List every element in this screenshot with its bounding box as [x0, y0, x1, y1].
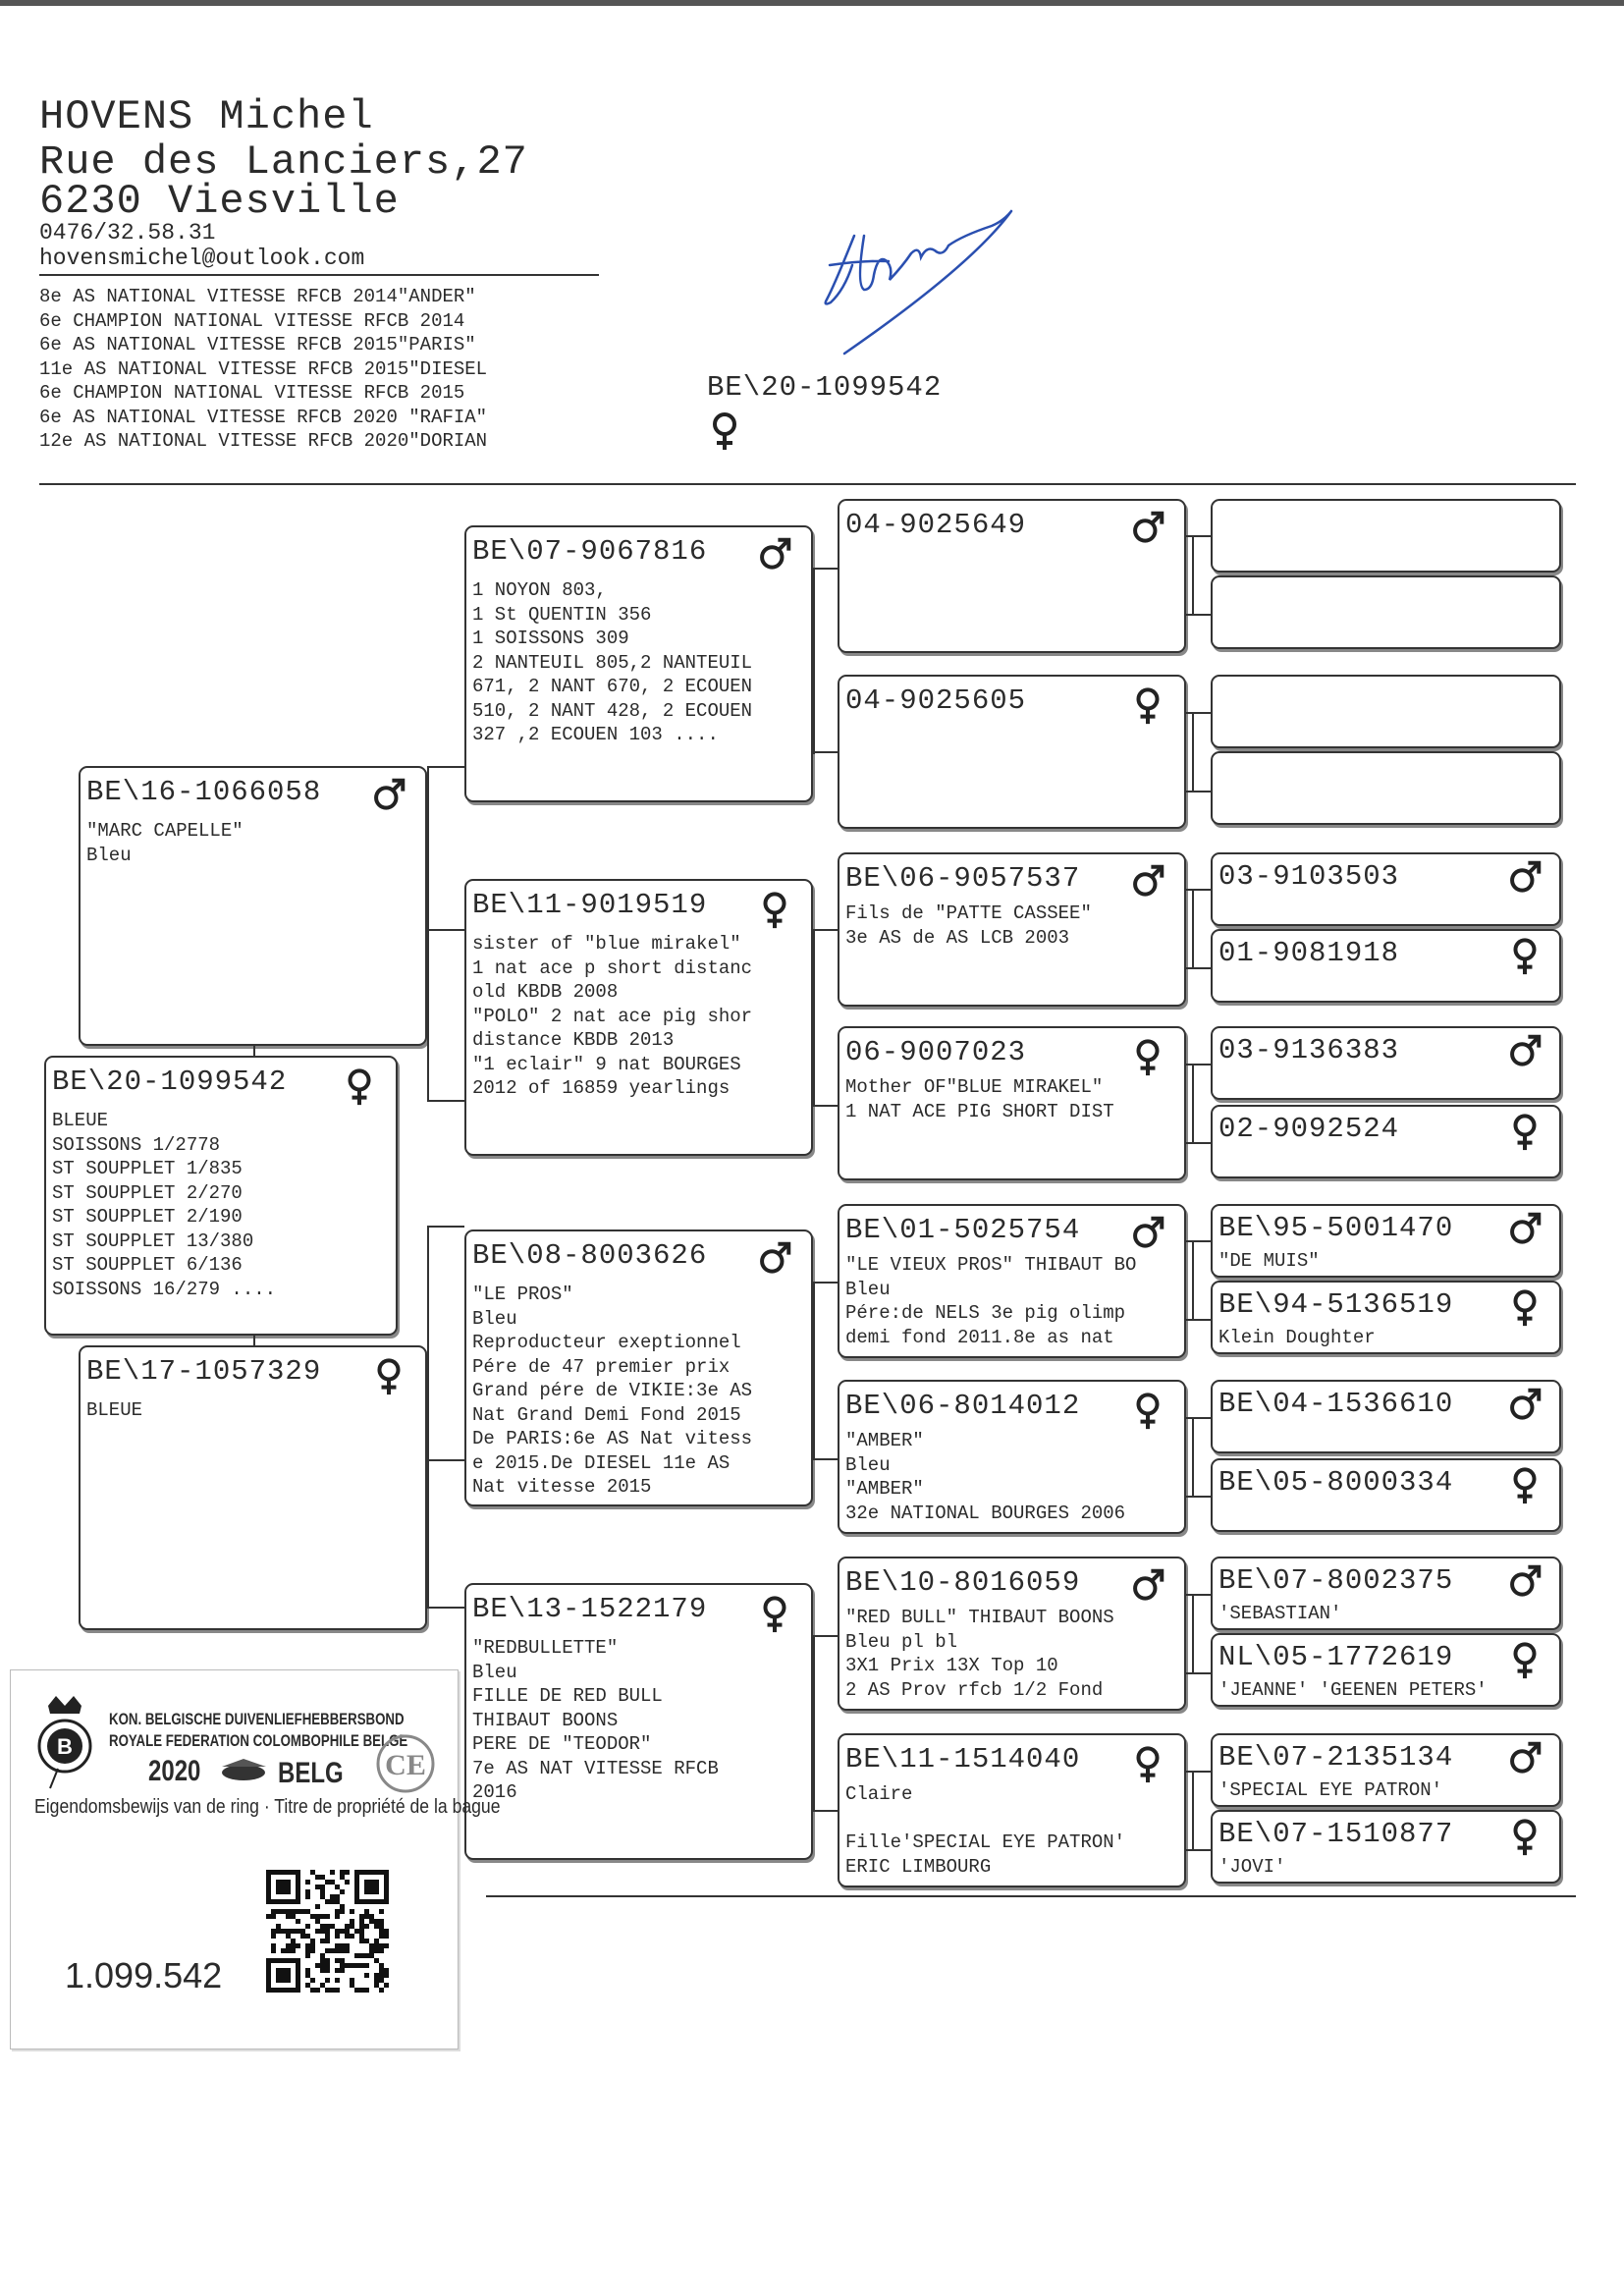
pedigree-g4-1 — [838, 499, 1186, 653]
ring-number: NL\05-1772619 — [1218, 1641, 1454, 1673]
achievement-line: 11e AS NATIONAL VITESSE RFCB 2015"DIESEL — [39, 357, 488, 380]
crown-icon — [48, 1696, 81, 1714]
ring-number: BE\07-8002375 — [1218, 1564, 1454, 1597]
male-symbol-icon — [1508, 860, 1542, 900]
svg-text:B: B — [57, 1734, 73, 1759]
achievement-line: 6e AS NATIONAL VITESSE RFCB 2020 "RAFIA" — [39, 406, 488, 428]
female-symbol-icon — [709, 410, 740, 452]
pedigree-g5-9 — [1211, 1204, 1561, 1278]
female-symbol-icon — [1508, 1466, 1542, 1505]
male-symbol-icon — [1508, 1564, 1542, 1604]
pedigree-g4-5 — [838, 1204, 1186, 1358]
org-name-fr: ROYALE FEDERATION COLOMBOPHILE BELGE — [109, 1731, 408, 1750]
header-divider — [39, 483, 1576, 485]
ring-number: BE\95-5001470 — [1218, 1212, 1454, 1244]
ring-year: 2020 — [148, 1755, 201, 1787]
ring-number: BE\10-8016059 — [845, 1566, 1081, 1599]
female-symbol-icon — [1131, 1392, 1164, 1431]
male-symbol-icon — [1508, 1212, 1542, 1251]
pigeon-info: 'JOVI' — [1218, 1856, 1286, 1878]
ring-number: BE\17-1057329 — [86, 1355, 322, 1388]
signature — [795, 196, 1021, 363]
owner-divider — [39, 274, 599, 276]
female-symbol-icon — [1508, 1288, 1542, 1328]
male-symbol-icon — [1508, 1741, 1542, 1780]
pedigree-g5-14 — [1211, 1633, 1561, 1707]
ring-number: 03-9103503 — [1218, 860, 1400, 893]
owner-email: hovensmichel@outlook.com — [39, 246, 365, 271]
pedigree-dam-sire — [464, 1229, 813, 1506]
pigeon-info: Claire Fille'SPECIAL EYE PATRON' ERIC LIMBOURG — [845, 1783, 1126, 1878]
male-symbol-icon — [758, 1241, 791, 1281]
org-name-nl: KON. BELGISCHE DUIVENLIEFHEBBERSBOND — [109, 1710, 405, 1728]
pigeon-info: "REDBULLETTE" Bleu FILLE DE RED BULL THIBAUT BOONS PERE DE "TEODOR" 7e AS NAT VITESSE RFCB 2016 — [472, 1637, 719, 1803]
pedigree-g4-2 — [838, 675, 1186, 829]
ring-number: 06-9007023 — [845, 1036, 1027, 1068]
pigeon-info: sister of "blue mirakel" 1 nat ace p short distanc old KBDB 2008 "POLO" 2 nat ace pig shor distance KBDB 2013 "1 eclair" 9 nat BOURGES 2012 of 16859 yearlings — [472, 933, 753, 1099]
pedigree-g5-15 — [1211, 1733, 1561, 1807]
ring-number: BE\07-2135134 — [1218, 1741, 1454, 1774]
pigeon-info: "AMBER" Bleu "AMBER" 32e NATIONAL BOURGES 2006 — [845, 1430, 1126, 1524]
pigeon-info: Klein Doughter — [1218, 1327, 1376, 1348]
ring-number: BE\07-9067816 — [472, 535, 708, 568]
ring-number: BE\06-9057537 — [845, 862, 1081, 895]
pedigree-g5-8 — [1211, 1105, 1561, 1178]
pedigree-g4-6 — [838, 1380, 1186, 1534]
footer-divider — [486, 1895, 1576, 1897]
pedigree-dam — [79, 1345, 427, 1630]
owner-name: HOVENS Michel — [39, 93, 374, 140]
ring-number: 03-9136383 — [1218, 1034, 1400, 1066]
fci-logo-icon — [369, 1729, 443, 1798]
male-symbol-icon — [758, 537, 791, 576]
female-symbol-icon — [1508, 1113, 1542, 1152]
ring-ownership-card — [10, 1669, 501, 2049]
ring-number: BE\04-1536610 — [1218, 1388, 1454, 1420]
pedigree-sire — [79, 766, 427, 1046]
female-symbol-icon — [1508, 937, 1542, 976]
owner-city: 6230 Viesville — [39, 178, 400, 225]
ring-number: BE\13-1522179 — [472, 1593, 708, 1625]
scan-edge — [0, 0, 1624, 6]
pedigree-g5-4 — [1211, 751, 1561, 825]
ring-number: BE\11-1514040 — [845, 1743, 1081, 1776]
female-symbol-icon — [758, 891, 791, 930]
pigeon-info: 'JEANNE' 'GEENEN PETERS' — [1218, 1679, 1488, 1701]
male-symbol-icon — [1131, 1216, 1164, 1255]
ring-number: 1.099.542 — [65, 1955, 223, 1995]
pedigree-subject — [44, 1056, 398, 1336]
ring-number: 04-9025649 — [845, 509, 1027, 541]
pedigree-sire-sire — [464, 525, 813, 802]
pedigree-g5-10 — [1211, 1281, 1561, 1354]
male-symbol-icon — [1508, 1388, 1542, 1427]
ring-number: 02-9092524 — [1218, 1113, 1400, 1145]
male-symbol-icon — [1508, 1034, 1542, 1073]
pedigree-g4-4 — [838, 1026, 1186, 1180]
pedigree-g5-11 — [1211, 1380, 1561, 1453]
achievement-line: 6e CHAMPION NATIONAL VITESSE RFCB 2014 — [39, 309, 465, 332]
pedigree-g5-7 — [1211, 1026, 1561, 1100]
ring-number: BE\07-1510877 — [1218, 1818, 1454, 1850]
pigeon-info: "LE PROS" Bleu Reproducteur exeptionnel Pére de 47 premier prix Grand pére de VIKIE:3e AS Nat Grand Demi Fond 2015 De PARIS:6e AS Nat vitess e 2015.De DIESEL 11e AS Nat vitesse 2015 — [472, 1284, 753, 1498]
ring-number: 04-9025605 — [845, 684, 1027, 717]
female-symbol-icon — [1508, 1818, 1542, 1857]
pigeon-info: BLEUE — [86, 1399, 143, 1421]
female-symbol-icon — [372, 1357, 406, 1396]
country-code: BELG — [278, 1757, 344, 1789]
pedigree-sire-dam — [464, 879, 813, 1156]
male-symbol-icon — [1131, 1568, 1164, 1608]
qr-code-icon — [266, 1870, 399, 1993]
female-symbol-icon — [758, 1595, 791, 1634]
female-symbol-icon — [343, 1067, 376, 1107]
ring-number: BE\05-8000334 — [1218, 1466, 1454, 1499]
ring-number: 01-9081918 — [1218, 937, 1400, 969]
owner-phone: 0476/32.58.31 — [39, 220, 216, 246]
pedigree-g5-5 — [1211, 852, 1561, 926]
achievement-line: 6e CHAMPION NATIONAL VITESSE RFCB 2015 — [39, 382, 465, 404]
ring-number: BE\16-1066058 — [86, 776, 322, 808]
svg-text:CE: CE — [385, 1749, 426, 1781]
pigeon-info: "MARC CAPELLE" Bleu — [86, 820, 244, 866]
pedigree-g5-12 — [1211, 1458, 1561, 1532]
pigeon-info: 'SPECIAL EYE PATRON' — [1218, 1779, 1443, 1801]
pedigree-g5-13 — [1211, 1557, 1561, 1630]
pigeon-info: "LE VIEUX PROS" THIBAUT BO Bleu Pére:de NELS 3e pig olimp demi fond 2011.8e as nat — [845, 1254, 1137, 1348]
ring-number: BE\06-8014012 — [845, 1390, 1081, 1422]
female-symbol-icon — [1131, 1038, 1164, 1077]
female-symbol-icon — [1131, 1745, 1164, 1784]
pedigree-g5-3 — [1211, 675, 1561, 748]
pedigree-g5-16 — [1211, 1810, 1561, 1884]
achievements-list — [39, 285, 487, 454]
pedigree-g5-6 — [1211, 929, 1561, 1003]
pigeon-info: Mother OF"BLUE MIRAKEL" 1 NAT ACE PIG SHORT DIST — [845, 1076, 1114, 1122]
header-ring: BE\20-1099542 — [707, 371, 943, 404]
pedigree-g4-7 — [838, 1557, 1186, 1711]
ring-number: BE\20-1099542 — [52, 1066, 288, 1098]
ring-number: BE\08-8003626 — [472, 1239, 708, 1272]
pedigree-g4-3 — [838, 852, 1186, 1007]
pigeon-info: 'SEBASTIAN' — [1218, 1603, 1342, 1624]
owner-street: Rue des Lanciers,27 — [39, 138, 528, 186]
female-symbol-icon — [1508, 1641, 1542, 1680]
female-symbol-icon — [1131, 686, 1164, 726]
ring-card-title: Eigendomsbewijs van de ring · Titre de propriété de la bague — [34, 1796, 501, 1818]
pigeon-info: "DE MUIS" — [1218, 1250, 1320, 1272]
male-symbol-icon — [1131, 511, 1164, 550]
pigeon-icon — [217, 1757, 271, 1786]
pigeon-info: BLEUE SOISSONS 1/2778 ST SOUPPLET 1/835 ST SOUPPLET 2/270 ST SOUPPLET 2/190 ST SOUPPLET 13/380 ST SOUPPLET 6/136 SOISSONS 16/279 .... — [52, 1110, 277, 1300]
male-symbol-icon — [1131, 864, 1164, 903]
achievement-line: 8e AS NATIONAL VITESSE RFCB 2014"ANDER" — [39, 286, 476, 307]
pigeon-info: Fils de "PATTE CASSEE" 3e AS de AS LCB 2003 — [845, 902, 1092, 949]
ring-number: BE\11-9019519 — [472, 889, 708, 921]
achievement-line: 6e AS NATIONAL VITESSE RFCB 2015"PARIS" — [39, 334, 476, 355]
ring-number: BE\94-5136519 — [1218, 1288, 1454, 1321]
pedigree-dam-dam — [464, 1583, 813, 1860]
pigeon-info: "RED BULL" THIBAUT BOONS Bleu pl bl 3X1 Prix 13X Top 10 2 AS Prov rfcb 1/2 Fond — [845, 1607, 1114, 1701]
achievement-line: 12e AS NATIONAL VITESSE RFCB 2020"DORIAN — [39, 430, 488, 452]
b-emblem-icon — [30, 1692, 99, 1790]
pedigree-g5-1 — [1211, 499, 1561, 573]
pedigree-g4-8 — [838, 1733, 1186, 1887]
pigeon-info: 1 NOYON 803, 1 St QUENTIN 356 1 SOISSONS 309 2 NANTEUIL 805,2 NANTEUIL 671, 2 NANT 670, 2 ECOUEN 510, 2 NANT 428, 2 ECOUEN 327 ,2 ECOUEN 103 .... — [472, 579, 753, 745]
pedigree-g5-2 — [1211, 575, 1561, 649]
male-symbol-icon — [372, 778, 406, 817]
ring-number: BE\01-5025754 — [845, 1214, 1081, 1246]
